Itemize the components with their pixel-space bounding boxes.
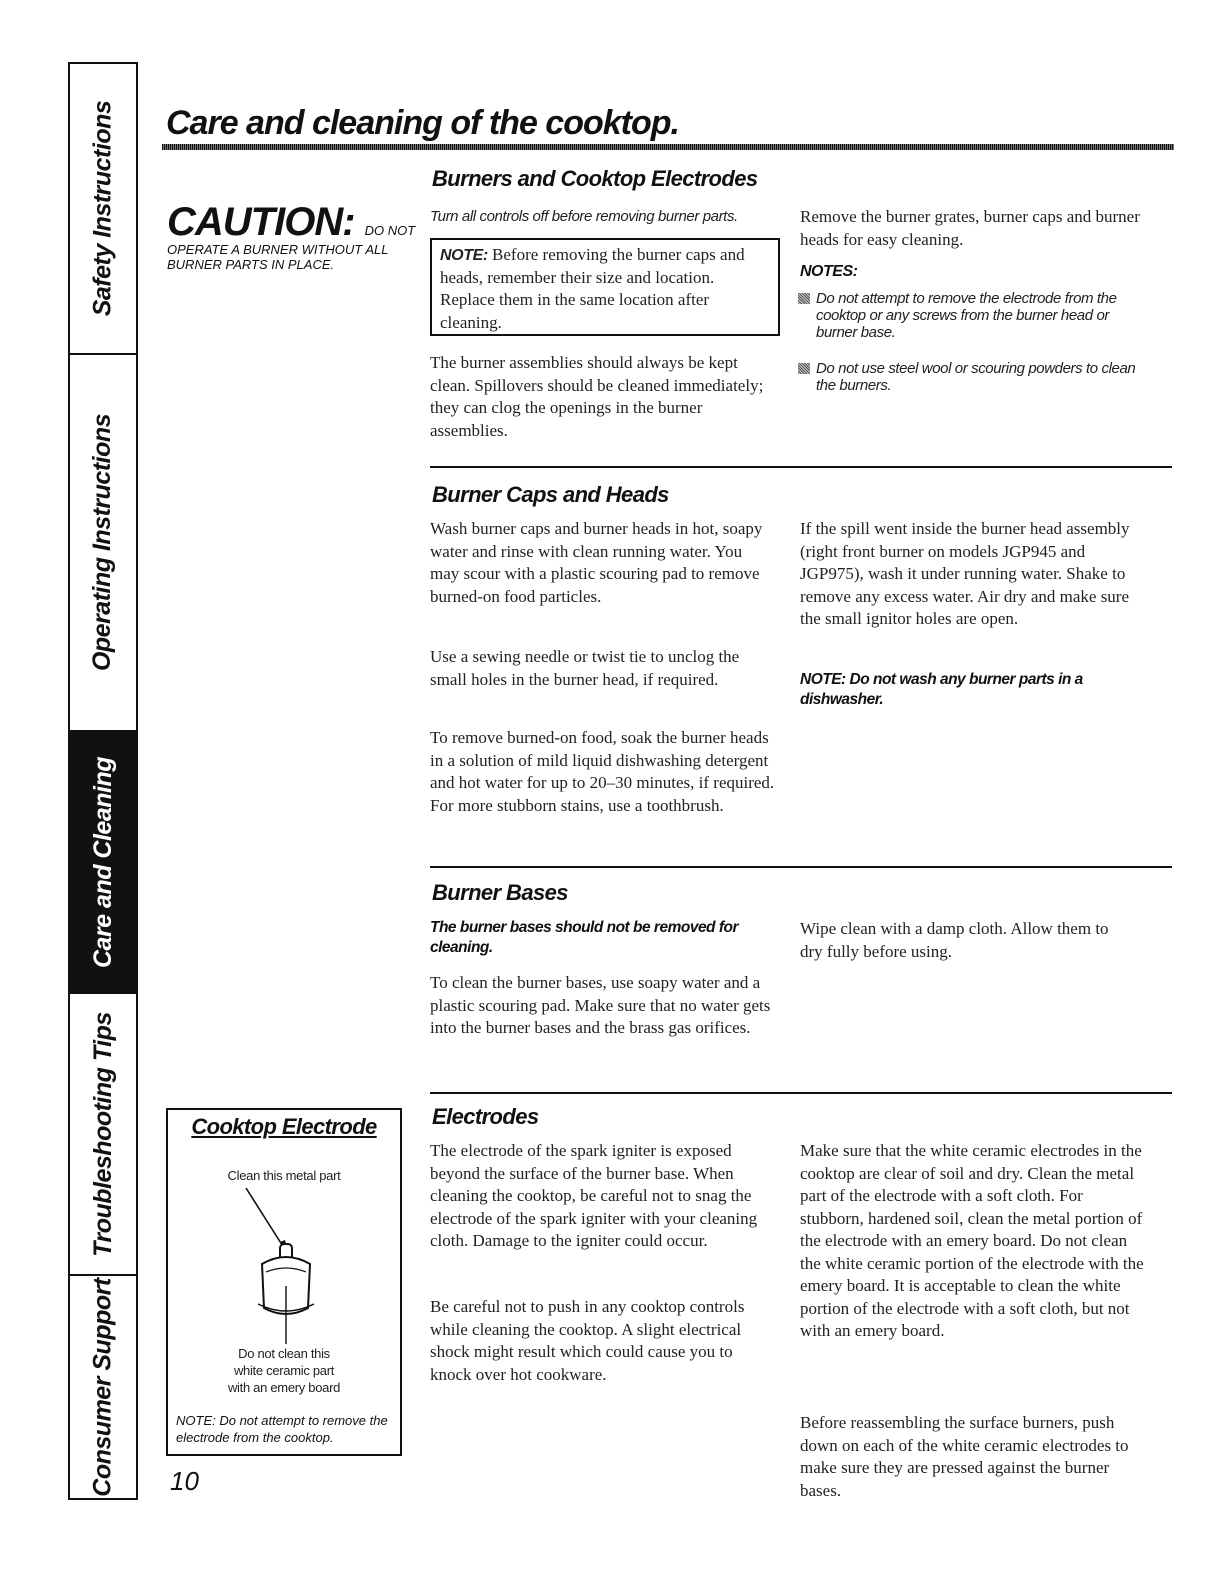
caps-heads-para: Use a sewing needle or twist tie to unclog the small holes in the burner head, if required.: [430, 647, 740, 689]
tab-care-and-cleaning[interactable]: [70, 732, 136, 994]
tab-operating-instructions[interactable]: [70, 355, 136, 732]
tab-label: Consumer Support: [88, 1277, 117, 1497]
section-divider: [430, 466, 1172, 468]
note-item-text: Do not use steel wool or scouring powders to clean the burners.: [816, 360, 1136, 394]
section-heading-bases: Burner Bases: [432, 880, 568, 905]
caution-lead: DO NOT: [364, 223, 416, 238]
bases-wipe-text: Wipe clean with a damp cloth. Allow them to dry fully before using.: [800, 919, 1109, 961]
tab-label: Care and Cleaning: [88, 756, 117, 968]
figure-title: Cooktop Electrode: [191, 1114, 377, 1139]
tab-label: Operating Instructions: [88, 413, 117, 672]
note-item: [800, 360, 1140, 394]
note-body: Before removing the burner caps and heads, remember their size and location. Replace them in the same location after cleaning.: [440, 245, 745, 332]
electrodes-para: Make sure that the white ceramic electrodes in the cooktop are clear of soil and dry. Clean the metal part of the electrode with a soft cloth. For stubborn, hardened soil, clean the metal portion of the electrode with an emery board. Do not clean the white ceramic portion of the electrode with the emery board. It is acceptable to clean the white portion of the electrode with a soft cloth, but not with an emery board.: [800, 1141, 1144, 1340]
note-label: NOTE:: [440, 247, 488, 264]
burner-assemblies-text: The burner assemblies should always be kept clean. Spillovers should be cleaned immediately; they can clog the openings in the burner assemblies.: [430, 353, 764, 440]
figure-note: NOTE: Do not attempt to remove the electrode from the cooktop.: [176, 1413, 388, 1445]
bases-warning: The burner bases should not be removed for cleaning.: [430, 919, 738, 956]
caps-heads-para: Wash burner caps and burner heads in hot, soapy water and rinse with clean running water. You may scour with a plastic scouring pad to remove burned-on food particles.: [430, 519, 763, 606]
section-heading-burners-electrodes: Burners and Cooktop Electrodes: [432, 166, 758, 191]
figure-caption-top: Clean this metal part: [227, 1168, 341, 1183]
spill-inside-text: If the spill went inside the burner head assembly (right front burner on models JGP945 and JGP975), wash it under running water. Shake to remove any excess water. Air dry and make sure the small ignitor holes are open.: [800, 519, 1130, 628]
note-item-text: Do not attempt to remove the electrode from the cooktop or any screws from the burner head or burner base.: [816, 290, 1117, 341]
note-box: [430, 238, 780, 336]
tab-troubleshooting-tips[interactable]: [70, 994, 136, 1276]
figure-caption-line: white ceramic part: [233, 1363, 335, 1378]
dishwasher-note: NOTE: Do not wash any burner parts in a dishwasher.: [800, 671, 1083, 708]
tab-consumer-support[interactable]: [70, 1276, 136, 1498]
caps-heads-para: To remove burned-on food, soak the burner heads in a solution of mild liquid dishwashing detergent and hot water for up to 20–30 minutes, if required. For more stubborn stains, use a toothbrush.: [430, 728, 775, 815]
tab-label: Troubleshooting Tips: [88, 1011, 117, 1257]
side-tab-nav: [68, 62, 138, 1500]
figure-caption-line: with an emery board: [227, 1380, 341, 1395]
caution-word: CAUTION:: [167, 200, 355, 244]
section-heading-electrodes: Electrodes: [432, 1104, 539, 1129]
electrodes-para: Before reassembling the surface burners, push down on each of the white ceramic electrodes to make sure they are pressed against the burner bases.: [800, 1413, 1129, 1500]
caution-text: OPERATE A BURNER WITHOUT ALL BURNER PARTS IN PLACE.: [167, 242, 389, 272]
page-number: 10: [170, 1466, 199, 1496]
section-heading-caps-heads: Burner Caps and Heads: [432, 482, 669, 507]
notes-heading: NOTES:: [800, 263, 858, 280]
section-divider: [430, 1092, 1172, 1094]
note-text: [440, 244, 770, 334]
bases-cleaning-text: To clean the burner bases, use soapy water and a plastic scouring pad. Make sure that no water gets into the burner bases and the brass gas orifices.: [430, 973, 771, 1037]
electrodes-para: Be careful not to push in any cooktop controls while cleaning the cooktop. A slight electrical shock might result which could cause you to knock over hot cookware.: [430, 1297, 745, 1384]
tab-label: Safety Instructions: [88, 100, 117, 317]
electrode-illustration-icon: [236, 1186, 336, 1346]
title-divider: [162, 144, 1174, 150]
electrodes-para: The electrode of the spark igniter is exposed beyond the surface of the burner base. When cleaning the cooktop, be careful not to snag the electrode of the spark igniter with your cleaning cloth. Damage to the igniter could occur.: [430, 1141, 758, 1250]
tab-safety-instructions[interactable]: [70, 64, 136, 355]
intro-text: Turn all controls off before removing burner parts.: [430, 208, 738, 225]
bullet-icon: [798, 363, 810, 374]
cooktop-electrode-figure: [166, 1108, 402, 1456]
caution-heading: [167, 200, 415, 245]
figure-caption-line: Do not clean this: [238, 1346, 330, 1361]
note-item: [800, 290, 1140, 341]
section-divider: [430, 866, 1172, 868]
remove-grates-text: Remove the burner grates, burner caps and burner heads for easy cleaning.: [800, 207, 1140, 249]
bullet-icon: [798, 293, 810, 304]
page-title: Care and cleaning of the cooktop.: [166, 104, 679, 142]
